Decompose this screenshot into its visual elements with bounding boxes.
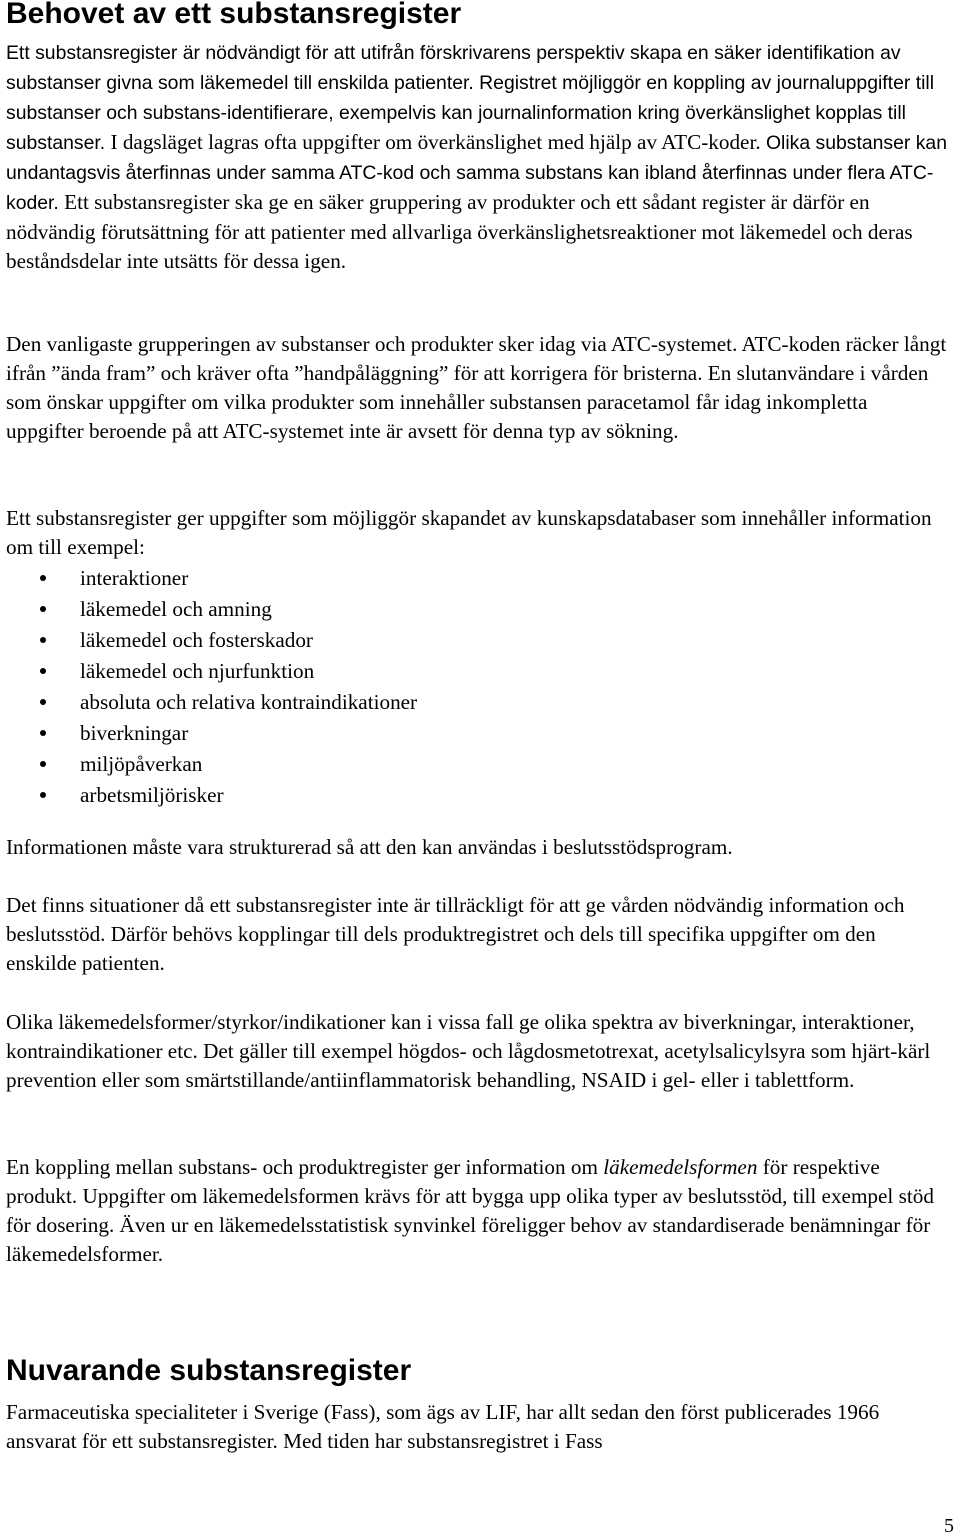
paragraph-intro-part-1: Ett substansregister är nödvändigt för att utifrån förskrivarens perspektiv skapa en säker identifikation av substanser givna som läkemedel till enskilda patienter. Registret möjliggör en koppling av journaluppgifter till substanser och substans-identifierare, exempelvis kan journalinformation kring överkänslighet kopplas till substanser. xyxy=(6,42,935,154)
paragraph-atc: Den vanligaste grupperingen av substanser och produkter sker idag via ATC-systemet. ATC-koden räcker långt ifrån ”ända fram” och kräver ofta ”handpåläggning” för att korrigera för bristerna. En slutanvändare i vården som önskar uppgifter om vilka produkter som innehåller substansen paracetamol får idag inkompletta uppgifter beroende på att ATC-systemet inte är avsett för denna typ av sökning. xyxy=(6,332,947,443)
bullet-icon xyxy=(40,730,46,736)
bullet-icon xyxy=(40,575,46,581)
page-number: 5 xyxy=(944,1515,954,1537)
paragraph-intro-part-2: I dagsläget lagras ofta uppgifter om överkänslighet med hjälp av ATC-koder. xyxy=(110,130,761,154)
list-item: läkemedel och njurfunktion xyxy=(0,656,900,687)
paragraph-intro-part-3: Olika substanser kan undantagsvis återfinnas under samma ATC-kod och samma substans kan ibland återfinnas under flera ATC-koder. xyxy=(6,132,948,214)
paragraph-intro-part-4: Ett substansregister ska ge en säker gruppering av produkter och ett sådant register är därför en nödvändig förutsättning för att patienter med allvarliga överkänslighetsreaktioner mot läkemedel och deras beståndsdelar inte utsätts för dessa igen. xyxy=(6,190,913,273)
paragraph-situations: Det finns situationer då ett substansregister inte är tillräckligt för att ge vården nödvändig information och beslutsstöd. Därför behövs kopplingar till dels produktregistret och dels till specifika uppgifter om den enskilde patienten. xyxy=(6,893,905,975)
bullet-list xyxy=(0,563,900,811)
bullet-icon xyxy=(40,699,46,705)
paragraph-coupling-end: för respektive produkt. Uppgifter om läkemedelsformen krävs för att bygga upp olika typer av beslutsstöd, till exempel stöd för dosering. Även ur en läkemedelsstatistisk synvinkel föreligger behov av standardiserade benämningar för läkemedelsformer. xyxy=(6,1155,934,1266)
bullet-icon xyxy=(40,792,46,798)
list-item: läkemedel och amning xyxy=(0,594,900,625)
list-item: miljöpåverkan xyxy=(0,749,900,780)
paragraph-coupling xyxy=(6,1153,950,1269)
bullet-icon xyxy=(40,606,46,612)
bullet-icon xyxy=(40,668,46,674)
list-item: biverkningar xyxy=(0,718,900,749)
list-item: arbetsmiljörisker xyxy=(0,780,900,811)
list-item: interaktioner xyxy=(0,563,900,594)
bullet-icon xyxy=(40,761,46,767)
paragraph-fass: Farmaceutiska specialiteter i Sverige (Fass), som ägs av LIF, har allt sedan den först publicerades 1966 ansvarat för ett substansregister. Med tiden har substansregistret i Fass xyxy=(6,1400,880,1453)
section-heading-current: Nuvarande substansregister xyxy=(6,1354,412,1387)
paragraph-forms: Olika läkemedelsformer/styrkor/indikationer kan i vissa fall ge olika spektra av biverkningar, interaktioner, kontraindikationer etc. Det gäller till exempel högdos- och lågdosmetotrexat, acetylsalicylsyra som hjärt-kärl prevention eller som smärtstillande/antiinflammatorisk behandling, NSAID i gel- eller i tablettform. xyxy=(6,1010,931,1092)
paragraph-knowledge-db: Ett substansregister ger uppgifter som möjliggör skapandet av kunskapsdatabaser som innehåller information om till exempel: xyxy=(6,506,932,559)
section-heading: Behovet av ett substansregister xyxy=(6,0,462,30)
paragraph-intro xyxy=(6,38,950,276)
bullet-icon xyxy=(40,637,46,643)
paragraph-structured: Informationen måste vara strukturerad så att den kan användas i beslutsstödsprogram. xyxy=(6,835,733,859)
emphasis-term: läkemedelsformen xyxy=(603,1155,758,1179)
list-item: absoluta och relativa kontraindikationer xyxy=(0,687,900,718)
list-item: läkemedel och fosterskador xyxy=(0,625,900,656)
paragraph-coupling-start: En koppling mellan substans- och produktregister ger information om xyxy=(6,1155,604,1179)
